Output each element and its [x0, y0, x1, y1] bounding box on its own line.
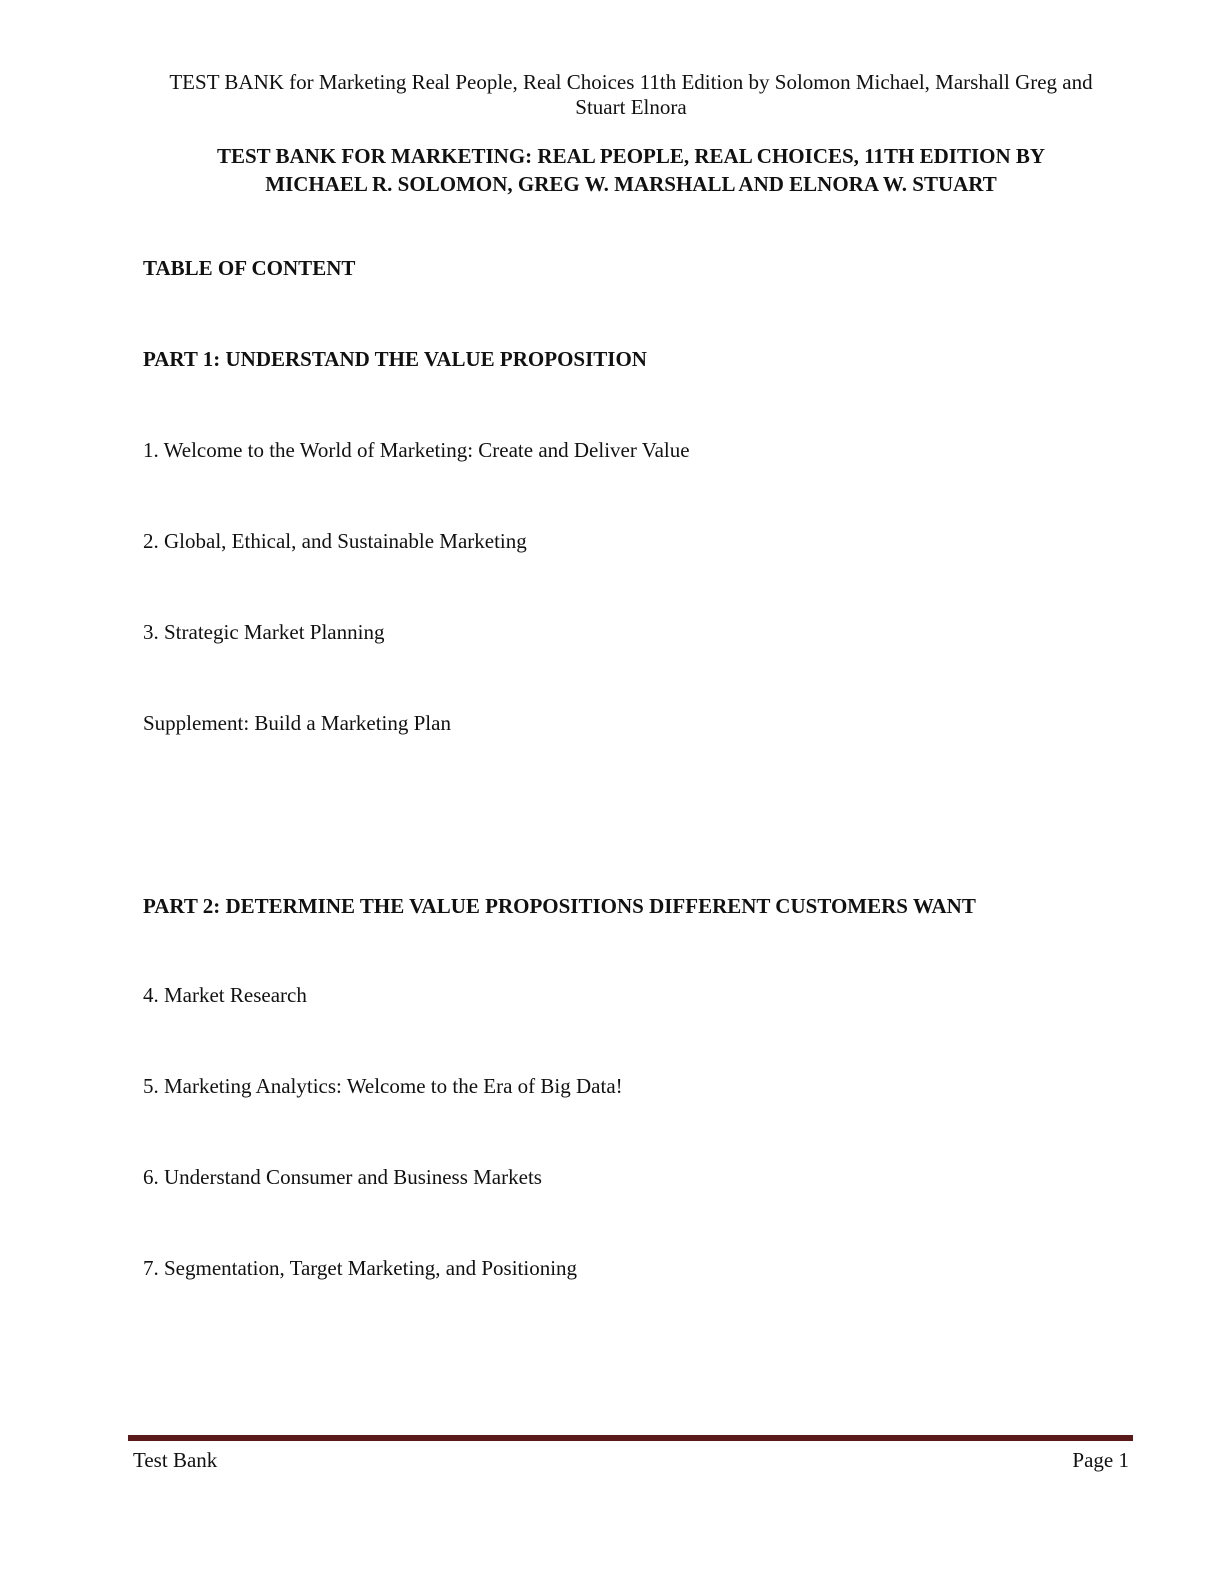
footer-label: Test Bank	[133, 1448, 218, 1472]
toc-item-chapter-3: 3. Strategic Market Planning	[143, 620, 385, 644]
running-header-line-1: TEST BANK for Marketing Real People, Real Choices 11th Edition by Solomon Michael, Marshall Greg and	[169, 70, 1093, 94]
toc-item-chapter-6: 6. Understand Consumer and Business Markets	[143, 1165, 542, 1189]
toc-item-supplement: Supplement: Build a Marketing Plan	[143, 711, 451, 735]
part-1-heading: PART 1: UNDERSTAND THE VALUE PROPOSITION	[143, 347, 647, 371]
page-number: Page 1	[1072, 1448, 1129, 1472]
document-title-line-2: MICHAEL R. SOLOMON, GREG W. MARSHALL AND ELNORA W. STUART	[265, 172, 997, 196]
toc-item-chapter-7: 7. Segmentation, Target Marketing, and Positioning	[143, 1256, 578, 1280]
running-header	[130, 70, 1132, 120]
toc-heading: TABLE OF CONTENT	[143, 256, 356, 280]
part-2-heading: PART 2: DETERMINE THE VALUE PROPOSITIONS DIFFERENT CUSTOMERS WANT	[143, 894, 976, 918]
toc-item-chapter-4: 4. Market Research	[143, 983, 307, 1007]
running-header-line-2: Stuart Elnora	[575, 95, 687, 119]
document-title-line-1: TEST BANK FOR MARKETING: REAL PEOPLE, REAL CHOICES, 11TH EDITION BY	[216, 144, 1046, 168]
toc-item-chapter-2: 2. Global, Ethical, and Sustainable Marketing	[143, 529, 527, 553]
document-title	[130, 142, 1132, 198]
toc-item-chapter-5: 5. Marketing Analytics: Welcome to the Era of Big Data!	[143, 1074, 623, 1098]
footer-rule	[128, 1435, 1133, 1441]
toc-item-chapter-1: 1. Welcome to the World of Marketing: Create and Deliver Value	[143, 438, 690, 462]
